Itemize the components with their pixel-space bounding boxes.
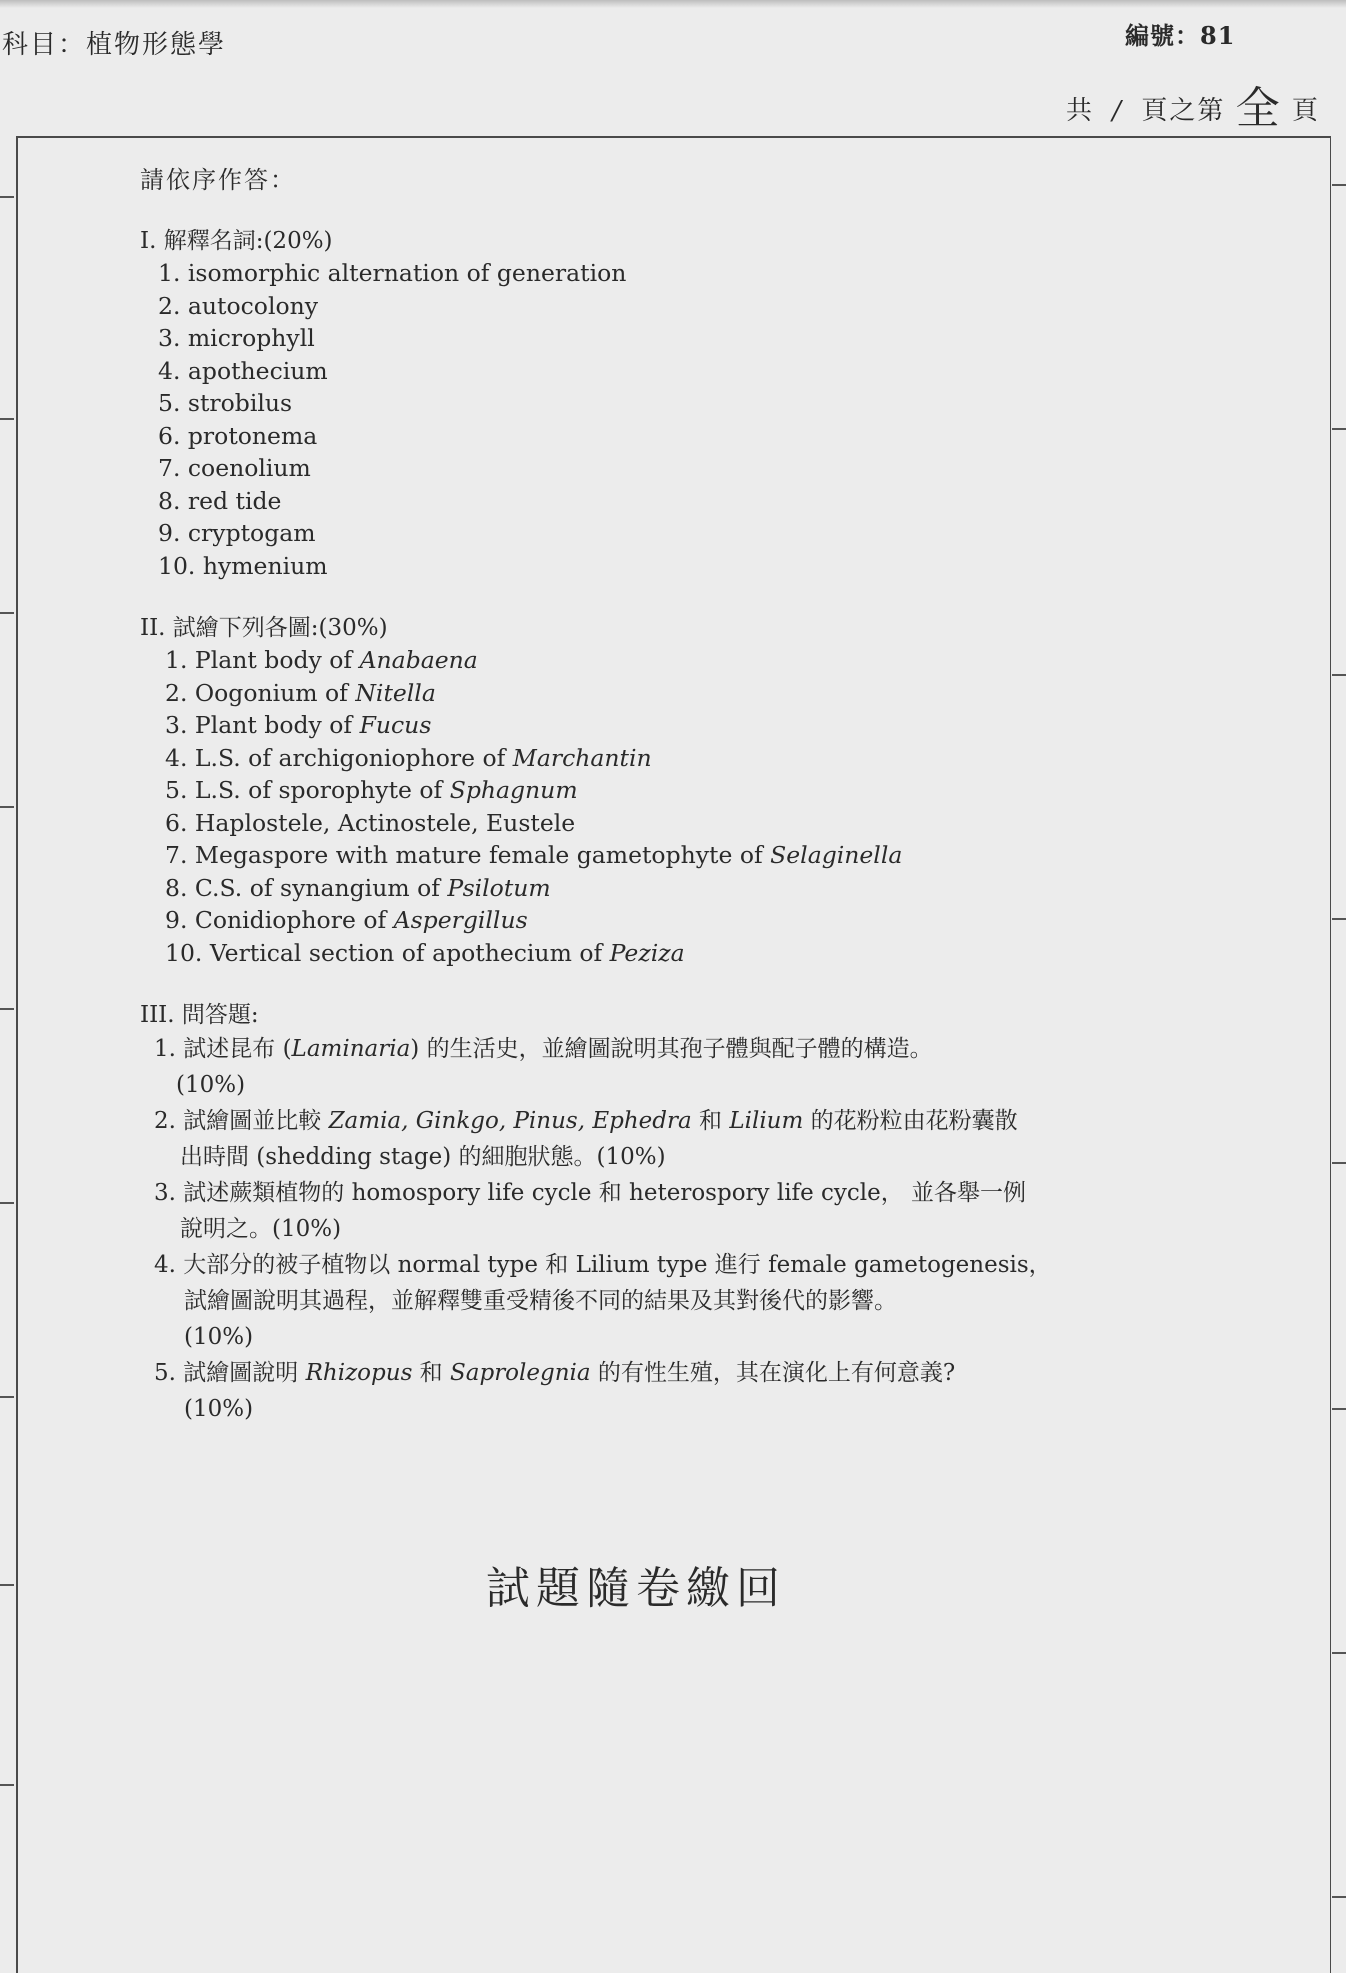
margin-tick [0, 418, 14, 420]
exam-content [140, 160, 1140, 1427]
question-text: 出時間 (shedding stage) 的細胞狀態。(10%) [180, 1144, 666, 1170]
section-title: I. 解釋名詞:(20%) [140, 228, 333, 254]
margin-tick [0, 1202, 14, 1204]
list-item [140, 937, 1140, 970]
item-text: 9. Conidiophore of [165, 906, 394, 934]
list-item [140, 774, 1140, 807]
margin-tick [0, 1008, 14, 1010]
margin-tick [0, 1584, 14, 1586]
question-2 [140, 1103, 1140, 1175]
margin-tick [1332, 428, 1346, 430]
question-text: 3. 試述蕨類植物的 homospory life cycle 和 heterospory life cycle， 並各舉一例 [154, 1180, 1027, 1206]
page-total: / [1112, 96, 1124, 126]
item-text: 6. Haplostele, Actinostele, Eustele [165, 808, 576, 837]
item-text: 1. Plant body of [165, 646, 360, 674]
list-item: 5. strobilus [158, 389, 293, 417]
list-item: 1. isomorphic alternation of generation [158, 259, 627, 287]
taxon-name: Sphagnum [449, 776, 578, 804]
question-5 [140, 1355, 1140, 1427]
list-item: 3. microphyll [158, 324, 315, 352]
item-text: 3. Plant body of [165, 711, 360, 739]
question-points: (10%) [176, 1072, 246, 1098]
taxon-name: Psilotum [447, 873, 551, 902]
question-text: ) 的生活史，並繪圖說明其孢子體與配子體的構造。 [410, 1036, 933, 1062]
term-list [140, 257, 1140, 582]
section-title: III. 問答題: [140, 1002, 259, 1028]
list-item: 7. coenolium [158, 454, 311, 482]
question-text: 和 [412, 1360, 450, 1386]
list-item: 6. protonema [158, 421, 318, 450]
taxon-name: Zamia, Ginkgo, Pinus, Ephedra [328, 1108, 692, 1134]
margin-tick [1332, 1408, 1346, 1410]
page-suffix: 頁 [1291, 96, 1320, 126]
section-title: II. 試繪下列各圖:(30%) [140, 615, 388, 641]
taxon-name: Saprolegnia [450, 1360, 591, 1386]
taxon-name: Lilium [729, 1108, 804, 1134]
list-item [140, 807, 1140, 840]
page-count [1066, 72, 1320, 136]
margin-tick [1332, 1652, 1346, 1654]
question-text: 的有性生殖，其在演化上有何意義? [590, 1360, 956, 1386]
taxon-name: Nitella [355, 678, 436, 707]
margin-tick [1332, 1896, 1346, 1898]
taxon-name: Fucus [359, 711, 432, 739]
margin-tick [0, 1784, 14, 1786]
taxon-name: Laminaria [291, 1036, 411, 1062]
item-text: 8. C.S. of synangium of [165, 873, 448, 902]
page-prefix: 共 [1066, 96, 1095, 126]
list-item: 10. hymenium [158, 551, 328, 580]
item-text: 4. L.S. of archigoniophore of [165, 743, 513, 772]
margin-tick [1332, 918, 1346, 920]
question-text: 說明之。(10%) [180, 1216, 342, 1242]
taxon-name: Peziza [609, 938, 685, 967]
list-item [140, 677, 1140, 710]
return-notice: 試題隨卷繳回 [486, 1563, 786, 1614]
taxon-name: Rhizopus [305, 1360, 413, 1386]
list-item [140, 709, 1140, 742]
list-item [140, 644, 1140, 677]
taxon-name: Marchantin [512, 743, 652, 772]
list-item: 4. apothecium [158, 356, 328, 385]
question-1 [140, 1031, 1140, 1103]
page-mid: 頁之第 [1141, 96, 1226, 126]
list-item: 9. cryptogam [158, 519, 316, 547]
margin-tick [1332, 184, 1346, 186]
section-drawings [140, 612, 1140, 969]
question-text: 試繪圖說明其過程，並解釋雙重受精後不同的結果及其對後代的影響。 [184, 1288, 897, 1314]
list-item [140, 904, 1140, 937]
scan-edge [0, 0, 1346, 8]
list-item: 8. red tide [158, 486, 282, 515]
question-points: (10%) [184, 1324, 254, 1350]
question-text: 4. 大部分的被子植物以 normal type 和 Lilium type 進行 female gametogenesis， [154, 1252, 1052, 1278]
margin-tick [0, 806, 14, 808]
item-text: 7. Megaspore with mature female gametophyte of [165, 841, 771, 869]
question-text: 和 [691, 1108, 730, 1134]
taxon-name: Anabaena [359, 646, 478, 674]
question-text: 的花粉粒由花粉囊散 [803, 1108, 1018, 1134]
item-text: 10. Vertical section of apothecium of [165, 938, 610, 967]
question-4 [140, 1247, 1140, 1355]
page-current: 全 [1235, 83, 1282, 134]
exam-code: 編號：81 [1125, 21, 1236, 50]
margin-tick [1332, 674, 1346, 676]
subject-label: 科目：植物形態學 [2, 30, 227, 60]
section-essay [140, 999, 1140, 1427]
question-points: (10%) [184, 1396, 254, 1422]
margin-tick [0, 1396, 14, 1398]
question-text: 2. 試繪圖並比較 [154, 1108, 329, 1134]
drawing-list [140, 644, 1140, 969]
taxon-name: Aspergillus [393, 906, 528, 934]
list-item [140, 839, 1140, 872]
list-item [140, 742, 1140, 775]
list-item [140, 872, 1140, 905]
item-text: 2. Oogonium of [165, 678, 356, 707]
instruction: 請依序作答： [140, 166, 296, 194]
margin-tick [1332, 1162, 1346, 1164]
taxon-name: Selaginella [770, 841, 903, 869]
section-definitions [140, 225, 1140, 582]
margin-tick [0, 612, 14, 614]
question-text: 5. 試繪圖說明 [154, 1360, 306, 1386]
question-text: 1. 試述昆布 ( [154, 1036, 292, 1062]
question-3 [140, 1175, 1140, 1247]
item-text: 5. L.S. of sporophyte of [165, 776, 450, 804]
margin-tick [0, 196, 14, 198]
list-item: 2. autocolony [158, 291, 319, 320]
